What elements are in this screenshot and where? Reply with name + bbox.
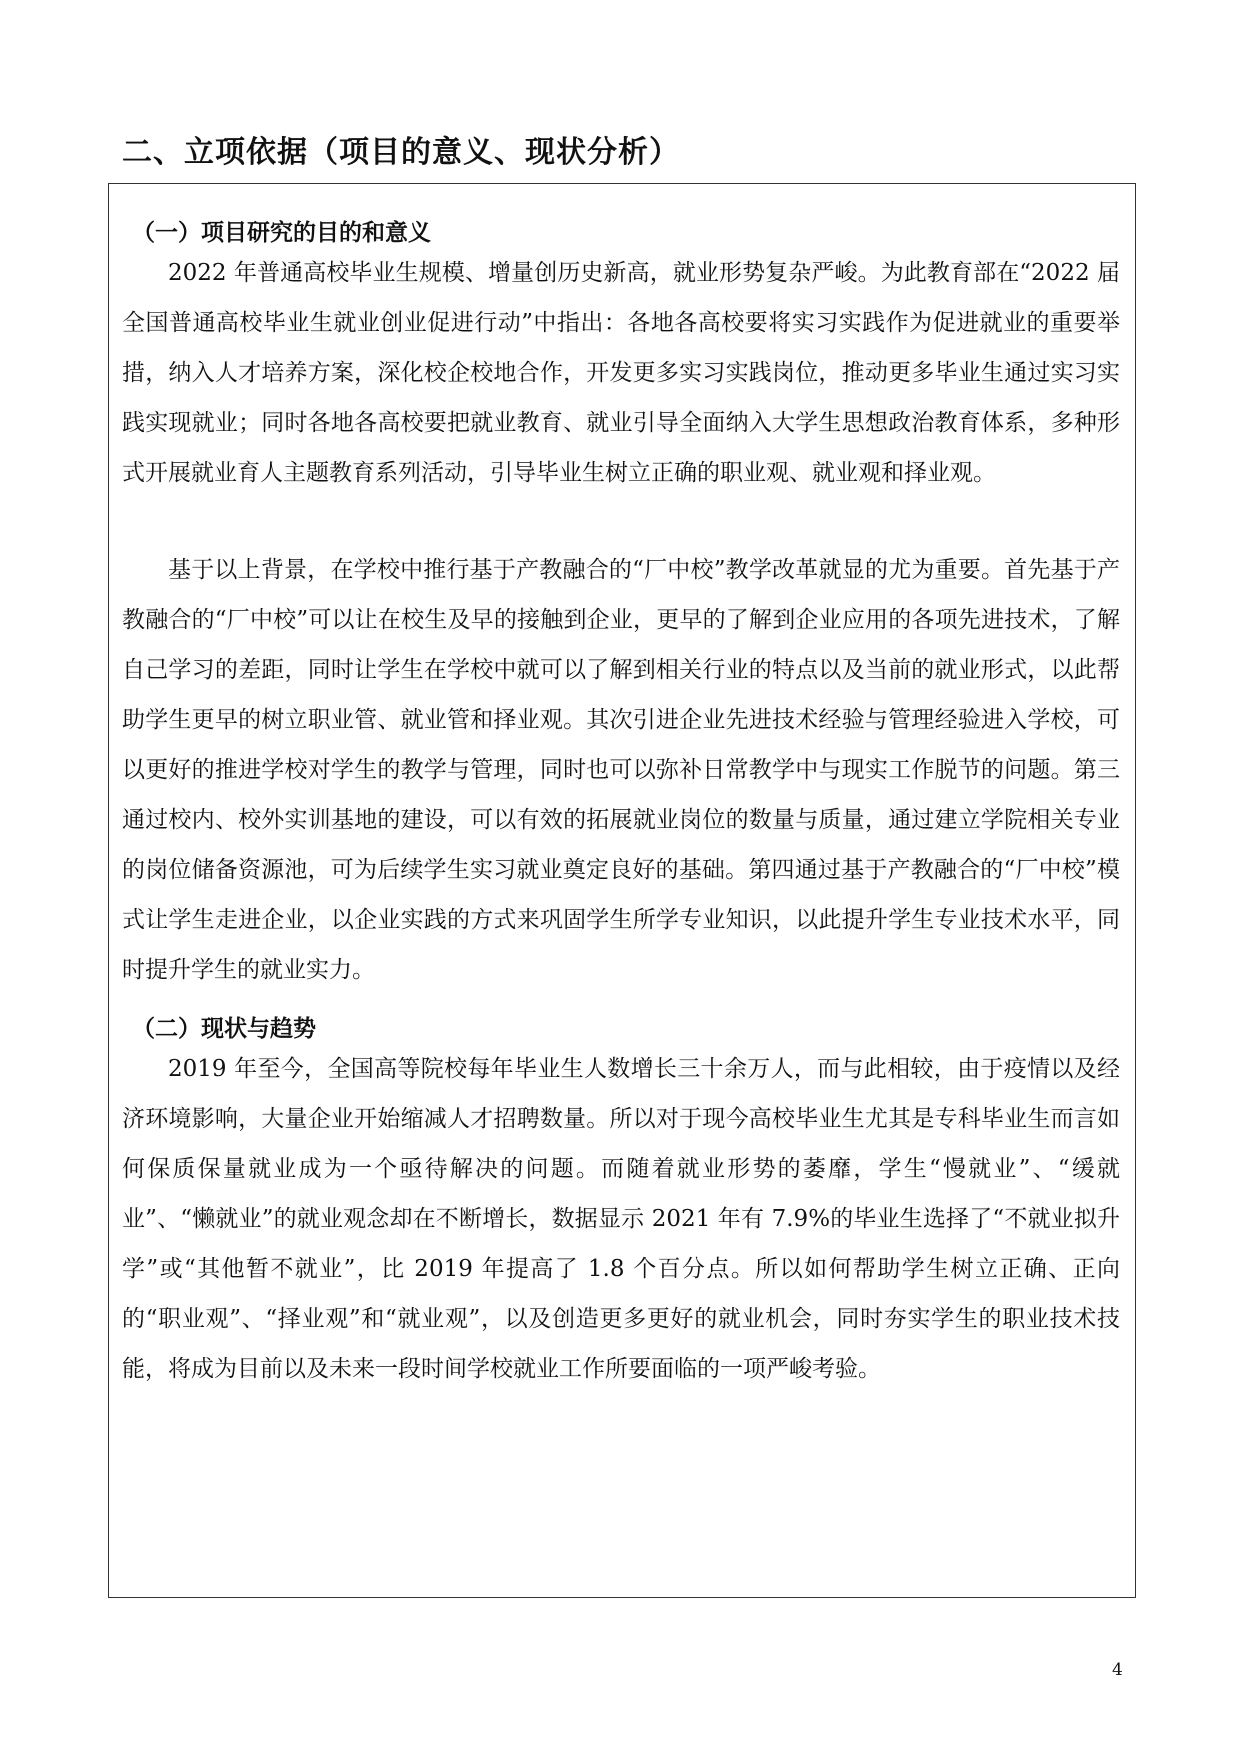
subsection-heading-status: （二）现状与趋势 — [132, 1015, 316, 1042]
section-title: 二、立项依据（项目的意义、现状分析） — [122, 135, 680, 170]
page-number: 4 — [1112, 1660, 1123, 1680]
paragraph-status-1: 2019 年至今，全国高等院校每年毕业生人数增长三十余万人，而与此相较，由于疫情以及经济环境影响，大量企业开始缩减人才招聘数量。所以对于现今高校毕业生尤其是专科毕业生而言如何保质保量就业成为一个亟待解决的问题。而随着就业形势的萎靡，学生“慢就业”、“缓就业”、“懒就业”的就业观念却在不断增长，数据显示 2021 年有 7.9%的毕业生选择了“不就业拟升学”或“其他暂不就业”，比 2019 年提高了 1.8 个百分点。所以如何帮助学生树立正确、正向的“职业观”、“择业观”和“就业观”，以及创造更多更好的就业机会，同时夯实学生的职业技术技能，将成为目前以及未来一段时间学校就业工作所要面临的一项严峻考验。 — [122, 1056, 1120, 1382]
subsection-heading-purpose: （一）项目研究的目的和意义 — [132, 219, 431, 246]
paragraph-purpose-2: 基于以上背景，在学校中推行基于产教融合的“厂中校”教学改革就显的尤为重要。首先基于产教融合的“厂中校”可以让在校生及早的接触到企业，更早的了解到企业应用的各项先进技术，了解自己学习的差距，同时让学生在学校中就可以了解到相关行业的特点以及当前的就业形式，以此帮助学生更早的树立职业管、就业管和择业观。其次引进企业先进技术经验与管理经验进入学校，可以更好的推进学校对学生的教学与管理，同时也可以弥补日常教学中与现实工作脱节的问题。第三通过校内、校外实训基地的建设，可以有效的拓展就业岗位的数量与质量，通过建立学院相关专业的岗位储备资源池，可为后续学生实习就业奠定良好的基础。第四通过基于产教融合的“厂中校”模式让学生走进企业，以企业实践的方式来巩固学生所学专业知识，以此提升学生专业技术水平，同时提升学生的就业实力。 — [122, 557, 1120, 983]
paragraph-purpose-1: 2022 年普通高校毕业生规模、增量创历史新高，就业形势复杂严峻。为此教育部在“2022 届全国普通高校毕业生就业创业促进行动”中指出：各地各高校要将实习实践作为促进就业的重要举措，纳入人才培养方案，深化校企校地合作，开发更多实习实践岗位，推动更多毕业生通过实习实践实现就业；同时各地各高校要把就业教育、就业引导全面纳入大学生思想政治教育体系，多种形式开展就业育人主题教育系列活动，引导毕业生树立正确的职业观、就业观和择业观。 — [122, 260, 1120, 486]
